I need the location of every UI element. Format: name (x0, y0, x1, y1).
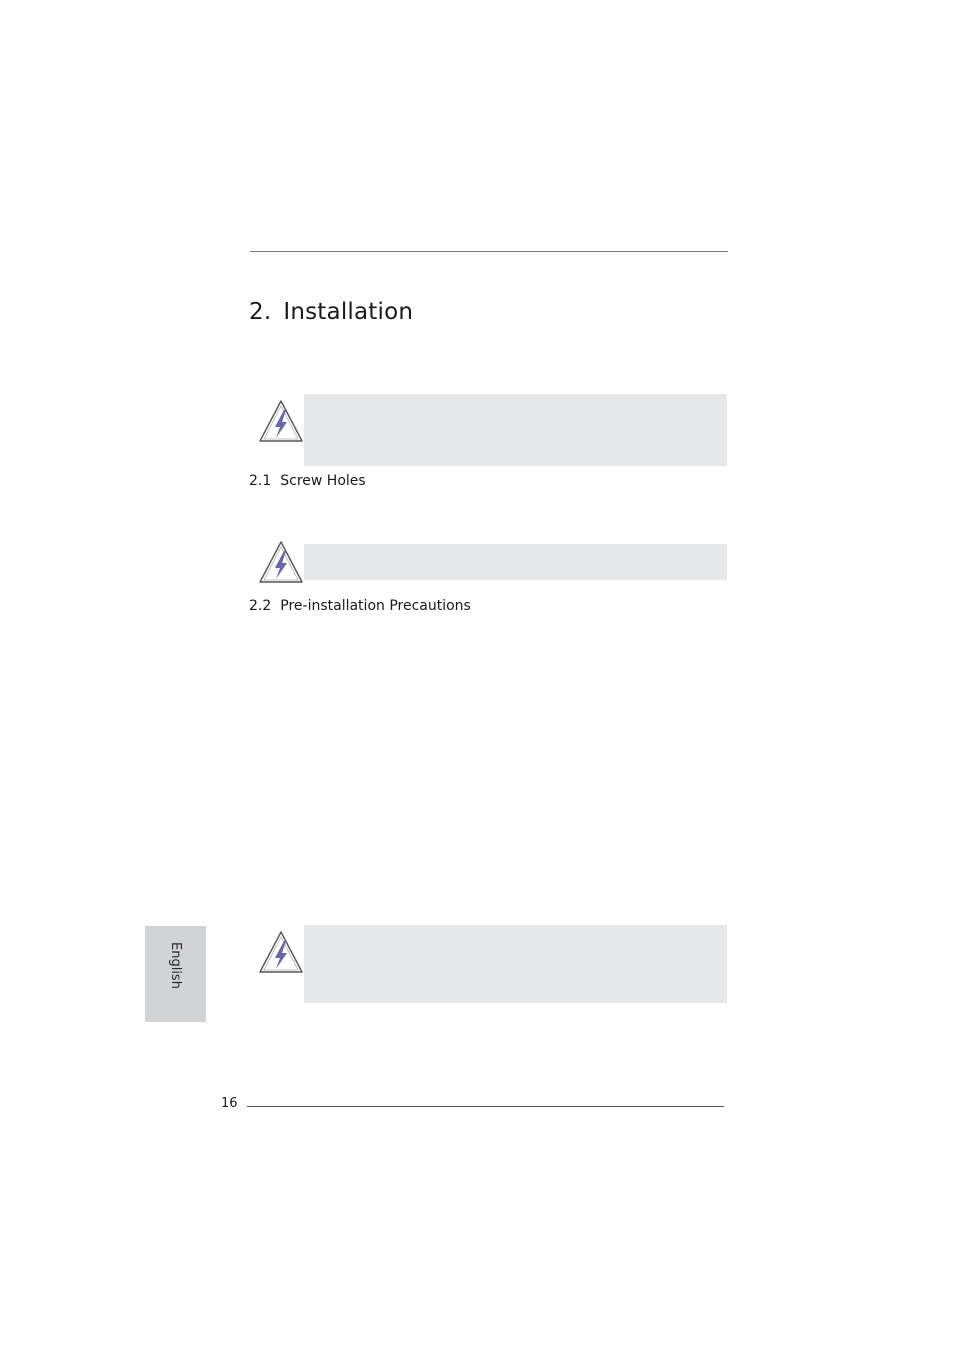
warning-icon (258, 398, 304, 444)
chapter-title (249, 299, 413, 325)
page-number: 16 (221, 1096, 238, 1111)
note-box-3 (304, 925, 727, 1003)
section-title-pre-installation: 2.2 Pre-installation Precautions (249, 598, 471, 614)
chapter-title-text: Installation (283, 299, 414, 326)
warning-icon (258, 929, 304, 975)
footer-rule (247, 1106, 724, 1107)
language-tab (145, 926, 206, 1022)
note-box-2 (304, 544, 727, 580)
note-box-1 (304, 394, 727, 466)
language-label: English (168, 942, 183, 989)
section-title-screw-holes: 2.1 Screw Holes (249, 473, 366, 489)
chapter-number: 2. (249, 299, 272, 326)
header-rule (250, 251, 728, 252)
warning-icon (258, 539, 304, 585)
